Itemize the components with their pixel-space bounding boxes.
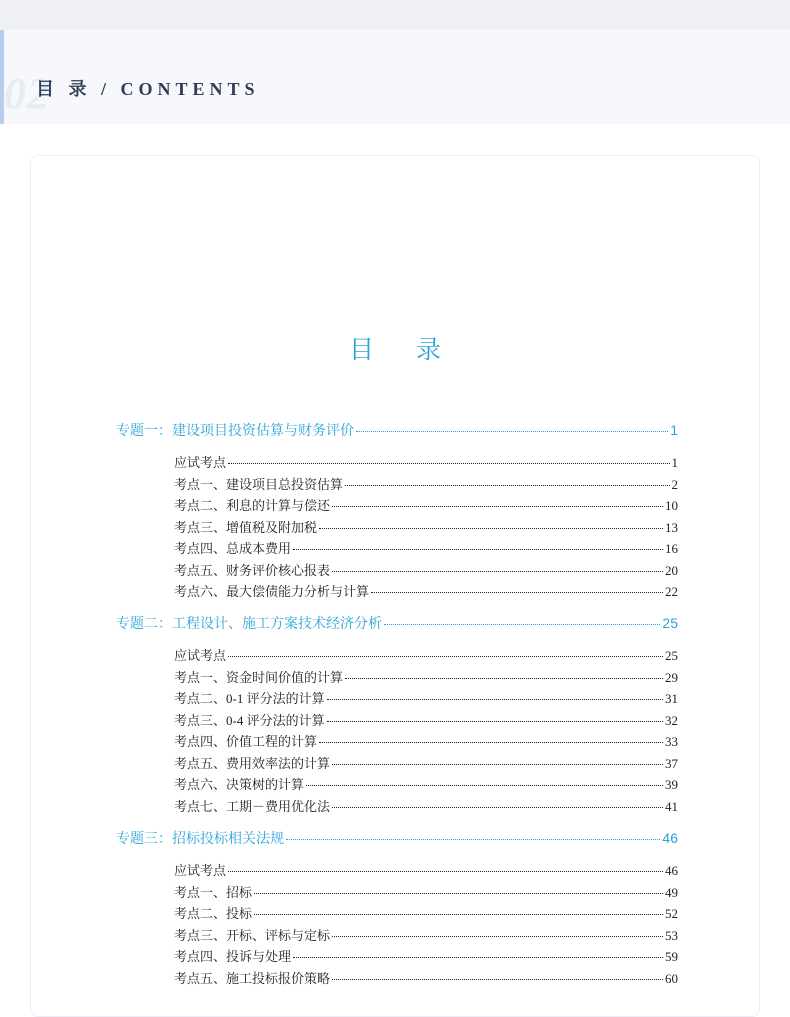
toc-item-title: 考点四、投诉与处理 (174, 949, 292, 964)
toc-item-page: 22 (665, 584, 678, 599)
toc-item-title: 考点五、施工投标报价策略 (174, 970, 331, 986)
toc-item-title: 考点五、财务评价核心报表 (174, 562, 331, 578)
toc-item-row[interactable] (174, 517, 678, 536)
leader-dots (345, 678, 663, 679)
leader-dots (306, 785, 663, 786)
header-title: 目 录 / CONTENTS (36, 79, 260, 99)
toc-item-row[interactable] (174, 860, 678, 879)
toc-item-row[interactable] (174, 903, 678, 922)
leader-dots (254, 914, 663, 915)
leader-dots (356, 431, 668, 432)
toc-item-title: 考点三、0-4 评分法的计算 (174, 712, 325, 728)
toc-section-title: 专题二：工程设计、施工方案技术经济分析 (116, 615, 382, 631)
leader-dots (371, 592, 663, 593)
toc-section-title: 专题三：招标投标相关法规 (116, 830, 284, 846)
leader-dots (332, 979, 663, 980)
leader-dots (384, 624, 660, 625)
toc-item-title: 考点二、投标 (174, 906, 253, 921)
leader-dots (228, 871, 663, 872)
toc-item-title: 考点三、开标、评标与定标 (174, 927, 331, 943)
leader-dots (327, 721, 663, 722)
toc-item-page: 31 (665, 691, 678, 706)
toc-item-page: 20 (665, 562, 678, 578)
toc-item-row[interactable] (174, 538, 678, 557)
toc-item-row[interactable] (174, 968, 678, 987)
toc-item-row[interactable] (174, 753, 678, 772)
toc-item-row[interactable] (174, 774, 678, 793)
toc-section-title: 专题一：建设项目投资估算与财务评价 (116, 422, 354, 438)
leader-dots (327, 699, 663, 700)
toc-item-row[interactable] (174, 946, 678, 965)
toc-item-title: 应试考点 (174, 648, 227, 663)
leader-dots (228, 656, 663, 657)
leader-dots (293, 549, 663, 550)
toc-item-row[interactable] (174, 667, 678, 686)
toc-item-title: 考点二、0-1 评分法的计算 (174, 691, 325, 706)
leader-dots (228, 463, 669, 464)
toc-item-title: 考点一、招标 (174, 884, 253, 900)
toc-item-title: 考点一、资金时间价值的计算 (174, 669, 344, 685)
leader-dots (345, 485, 669, 486)
toc-item-page: 59 (665, 949, 678, 964)
toc-item-row[interactable] (174, 495, 678, 514)
toc-item-page: 39 (665, 777, 678, 792)
toc-item-page: 10 (665, 498, 678, 513)
toc-item-row[interactable] (174, 796, 678, 815)
toc-item-title: 应试考点 (174, 863, 227, 878)
toc-item-title: 考点二、利息的计算与偿还 (174, 498, 331, 513)
leader-dots (332, 807, 663, 808)
toc-item-page: 37 (665, 755, 678, 771)
toc-item-title: 考点四、价值工程的计算 (174, 734, 318, 749)
toc-section-row[interactable] (116, 613, 678, 633)
toc-item-row[interactable] (174, 688, 678, 707)
toc-item-title: 考点四、总成本费用 (174, 541, 292, 556)
toc-section-page: 46 (662, 830, 678, 846)
toc-heading: 目录 (348, 336, 483, 364)
toc-item-page: 52 (665, 906, 678, 921)
toc-item-title: 考点一、建设项目总投资估算 (174, 476, 344, 492)
leader-dots (332, 506, 663, 507)
leader-dots (286, 839, 660, 840)
toc-section-row[interactable] (116, 828, 678, 848)
leader-dots (332, 571, 663, 572)
toc-item-page: 32 (665, 712, 678, 728)
toc-item-title: 考点五、费用效率法的计算 (174, 755, 331, 771)
toc-item-page: 1 (671, 455, 678, 470)
toc-item-row[interactable] (174, 581, 678, 600)
toc-item-title: 考点七、工期－费用优化法 (174, 798, 331, 814)
toc-item-title: 应试考点 (174, 455, 227, 470)
leader-dots (293, 957, 663, 958)
toc-item-page: 2 (671, 476, 678, 492)
chapter-watermark: 02 (4, 69, 50, 118)
toc-item-row[interactable] (174, 882, 678, 901)
toc-item-title: 考点六、决策树的计算 (174, 777, 305, 792)
toc-item-row[interactable] (174, 560, 678, 579)
toc-section-row[interactable] (116, 420, 678, 440)
toc-item-page: 16 (665, 541, 678, 556)
toc-item-row[interactable] (174, 710, 678, 729)
toc-item-page: 25 (665, 648, 678, 663)
leader-dots (319, 742, 663, 743)
leader-dots (319, 528, 663, 529)
toc-item-row[interactable] (174, 645, 678, 664)
toc-item-page: 46 (665, 863, 678, 878)
toc-item-page: 13 (665, 519, 678, 535)
toc-item-title: 考点三、增值税及附加税 (174, 519, 318, 535)
toc-item-page: 53 (665, 927, 678, 943)
header-banner (0, 30, 790, 124)
toc-section-page: 1 (670, 422, 678, 438)
toc-item-page: 29 (665, 669, 678, 685)
leader-dots (254, 893, 663, 894)
toc-item-page: 60 (665, 970, 678, 986)
toc-item-page: 33 (665, 734, 678, 749)
toc-item-row[interactable] (174, 731, 678, 750)
toc-section-page: 25 (662, 615, 678, 631)
toc-item-row[interactable] (174, 452, 678, 471)
toc-item-page: 49 (665, 884, 678, 900)
toc-item-row[interactable] (174, 925, 678, 944)
toc-item-title: 考点六、最大偿债能力分析与计算 (174, 584, 370, 599)
toc-item-page: 41 (665, 798, 678, 814)
top-strip (0, 0, 790, 30)
toc-item-row[interactable] (174, 474, 678, 493)
leader-dots (332, 936, 663, 937)
leader-dots (332, 764, 663, 765)
